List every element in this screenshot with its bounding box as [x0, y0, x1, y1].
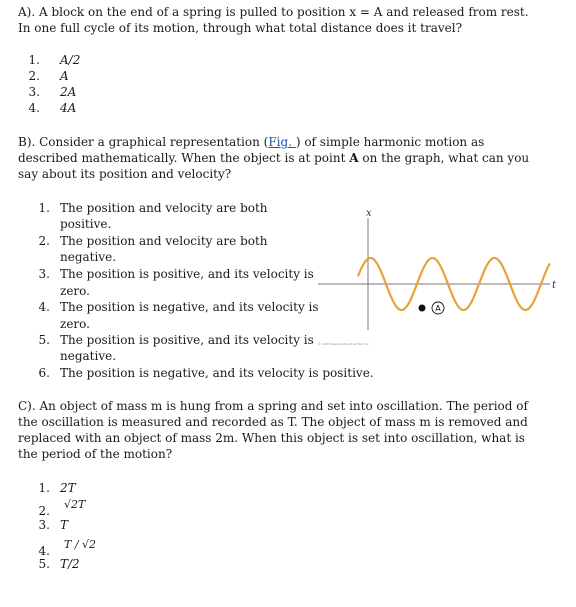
option-text: The position and velocity are both: [60, 234, 268, 248]
option-number: 3.: [38, 518, 50, 532]
question-c-line-3: replaced with an object of mass 2m. When this object is set into oscillation, what is: [18, 431, 525, 445]
option-text: A/2: [60, 53, 81, 67]
option-number: 3.: [28, 85, 40, 99]
option-text: The position is negative, and its velocity is positive.: [60, 366, 374, 380]
option-text: The position and velocity are both: [60, 201, 268, 215]
option-number: 1.: [28, 53, 40, 67]
option-text: zero.: [60, 284, 90, 298]
question-c-options: [18, 480, 218, 590]
option-number: 5.: [38, 333, 50, 347]
t-axis-label: t: [552, 280, 557, 291]
option-number: 6.: [38, 366, 50, 380]
option-text: T: [60, 518, 69, 532]
option-text: The position is positive, and its velocity is: [60, 267, 314, 281]
option-text: positive.: [60, 217, 112, 231]
question-a-options: [18, 52, 218, 122]
option-number: 2.: [38, 234, 50, 248]
option-number: 3.: [38, 267, 50, 281]
point-a-marker-label: A: [435, 304, 441, 313]
question-b-text: described mathematically. When the object is at point: [18, 151, 350, 165]
question-c-line-4: the period of the motion?: [18, 447, 173, 461]
option-number: 2.: [38, 504, 50, 518]
copyright-note: © 2007 Pearson Prentice Hall, Inc.: [318, 342, 370, 346]
option-number: 4.: [38, 544, 50, 558]
option-number: 4.: [28, 101, 40, 115]
option-text: T / √2: [64, 538, 97, 551]
question-a: [18, 4, 563, 36]
question-b-line-3: say about its position and velocity?: [18, 167, 232, 181]
option-text: √2T: [64, 498, 86, 511]
point-a-dot: [419, 305, 426, 312]
option-text: 4A: [60, 101, 77, 115]
option-number: 1.: [38, 481, 50, 495]
option-text: 2A: [60, 85, 77, 99]
figure-link[interactable]: Fig.: [268, 135, 296, 149]
question-b-line-2: [18, 150, 563, 166]
question-c-line-2: the oscillation is measured and recorded as T. The object of mass m is removed and: [18, 415, 528, 429]
question-a-line-1: A). A block on the end of a spring is pulled to position x = A and released from rest.: [18, 5, 529, 19]
option-number: 5.: [38, 557, 50, 571]
question-b: [18, 134, 563, 182]
option-text: negative.: [60, 250, 117, 264]
option-text: 2T: [60, 481, 76, 495]
option-text: T/2: [60, 557, 80, 571]
option-number: 1.: [38, 201, 50, 215]
shm-graph: [318, 200, 558, 350]
option-text: negative.: [60, 349, 117, 363]
option-number: 4.: [38, 300, 50, 314]
point-a-label: A: [349, 151, 359, 165]
question-b-text: B). Consider a graphical representation (: [18, 135, 269, 149]
question-b-line-1: [18, 134, 563, 150]
question-a-line-2: In one full cycle of its motion, through what total distance does it travel?: [18, 21, 463, 35]
option-number: 2.: [28, 69, 40, 83]
question-c: [18, 398, 563, 462]
question-b-text: ) of simple harmonic motion as: [295, 135, 485, 149]
option-text: zero.: [60, 317, 90, 331]
question-c-line-1: C). An object of mass m is hung from a spring and set into oscillation. The period of: [18, 399, 528, 413]
option-text: The position is negative, and its velocity is: [60, 300, 319, 314]
question-b-text: on the graph, what can you: [358, 151, 530, 165]
x-axis-label: x: [366, 208, 372, 219]
option-text: A: [60, 69, 69, 83]
option-text: The position is positive, and its velocity is: [60, 333, 314, 347]
